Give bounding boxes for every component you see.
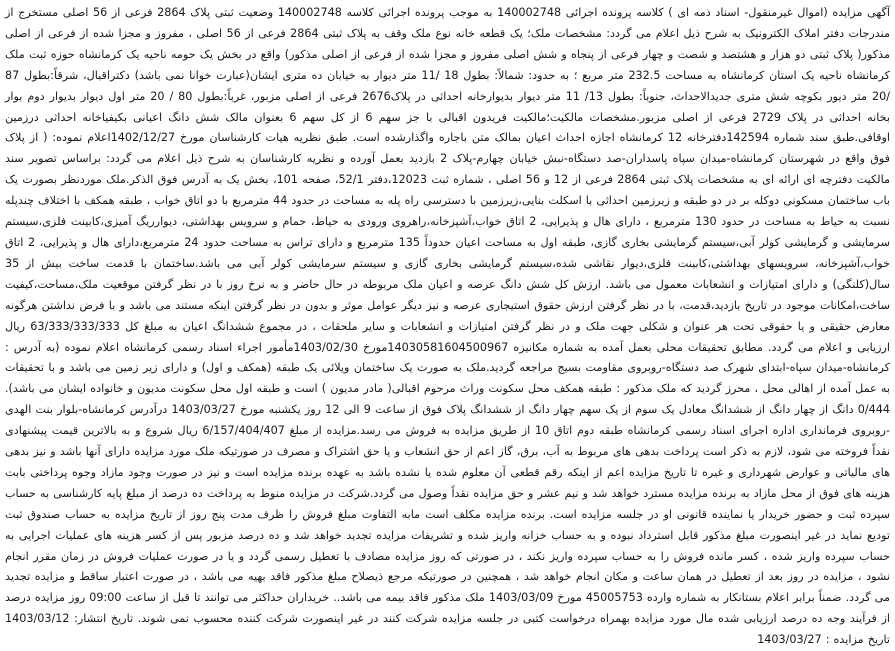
auction-notice-text: آگهی مزایده (اموال غیرمنقول- اسناد ذمه ای ) کلاسه پرونده اجرائی 140002748 به موجب پرونده اجرائی کلاسه 140002748 وضعیت ثبتی پلاک 2864 فرعی از 56 اصلی مستخرج از مندرجات دفتر املاک الکترونیک به شرح ذیل اعلام می گردد: مشخصات ملک؛ یک قطعه خانه نوع ملک وقف به پلاک ثبتی 2864 فرعی از 56 اصلی ، مفروز و مجزا شده از فرعی از اصلی مذکور( پلاک ثبتی دو هزار و هشتصد و شصت و چهار فرعی از پنجاه و شش اصلی مفروز و مجزا شده از فرعی از اصلی مذکور) واقع در بخش یک حومه ناحیه یک کرمانشاه حوزه ثبت ملک کرمانشاه ناحیه یک استان کرمانشاه به مساحت 232.5 متر مربع ؛ به حدود: شمالاً: بطول 18 /11 متر دیوار به خیابان ده متری ایشان(عبارت خوانا نمی باشد) دکتراقبال، شرقاً:بطول 87 /20 متر دیور بکوچه شش متری جدیدالاحداث، جنوباً: بطول 13/ 11 متر دیوار بدیوارخانه احداثی در پلاک2676 فرعی از اصلی مزبور، غرباً:بطول 80 / 20 متر اول دیوار بدیوار دوم بوار بخانه احداثی در پلاک 2729 فرعی از اصلی مزبور.مشخصات مالکیت؛مالکیت فریدون اقبالی با جز سهم 6 از کل سهم 6 بعنوان مالک شش دانگ اعیانی بکیفیاخانه احداثی درزمین اوقافی.طبق سند شماره 142594دفترخانه 12 کرمانشاه اجازه احداث اعیان بمالک متن باجاره واگذارشده است. طبق نظریه هیات کارشناسان مورخ 1402/12/27اعلام نموده: ( از پلاک فوق واقع در شهرستان کرمانشاه-میدان سپاه پاسداران-صد دستگاه-نبش خیابان چهارم-پلاک 2 بازدید بعمل آورده و نظریه کارشناسان به شرح ذیل اعلام می گردد: براساس تصویر سند مالکیت دفترچه ای ارائه ای به مشخصات پلاک ثبتی 2864 فرعی از 12 و 56 اصلی ، شماره ثبت 12023،دفتر 52/1، صفحه 101، بخش یک به آدرس فوق الذکر.ملک موردنظر بصورت یک باب ساختمان مسکونی دوکله بر در دو طبقه و زیرزمین احداثی با اسکلت بنایی،زیرزمین با دسترسی راه پله به مساحت در حدود 44 مترمربع با دو اتاق خواب ، طبقه همکف با اختلاف چندپله نسبت به حیاط به مساحت در حدود 130 مترمربع ، دارای هال و پذیرایی، 2 اتاق خواب،آشپزخانه،راهروی ورودی به حیاط، حمام و سرویس بهداشتی، دیوارریگ آمیزی،کابینت فلزی،سیستم سرمایشی و گرمایشی کولر آبی،سیستم گرمایشی بخاری گازی، طبقه اول به مساحت اعیان حدوداً 135 مترمربع و دارای تراس به مساحت حدود 24 مترمربع،دارای هال و پذیرایی، 2 اتاق خواب،آشپزخانه، سرویسهای بهداشتی،کابینت فلزی،دیوار نقاشی شده،سیستم گرمایشی بخاری گازی و سیستم سرمایشی کولر آبی می باشد.ساختمان با قدمت ساخت بیش از 35 سال(کلنگی) و دارای امتیازات و انشعابات معمول می باشد. ارزش کل شش دانگ عرصه و اعیان ملک مربوطه در حال حاضر و به نرخ روز با در نظر گرفتن موقعیت ملک،مساحت،کیفیت ساخت،امکانات موجود در تاریخ بازدید،قدمت، با در نظر گرفتن ارزش حقوق استیجاری عرصه و نیز دیگر عوامل موثر و بدون در نظر گرفتن اینکه مستند می باشد و با فرض نداشتن هرگونه معارض حقیقی و یا حقوقی تحت هر عنوان و شکلی جهت ملک و در نظر گرفتن امتیازات و انشعابات و سایر ملحقات ، در مجموع ششدانگ اعیان به مبلغ کل 63/333/333/333 ریال ارزیابی و اعلام می گردد. مطابق تحقیقات محلی بعمل آمده به شماره مکانیزه 14030581604500967مورخ 1403/02/30مأمور اجراء اسناد رسمی کرمانشاه اعلام نموده (به آدرس : کرمانشاه-میدان سپاه-ابتدای شهرک صد دستگاه-روبروی مقاومت بسیج مراجعه گردید.ملک به صورت یک ساختمان ویلائی یک طبقه (همکف و اول) و دارای زیر زمین می باشد و با تحقیقات به عمل آمده از اهالی محل ، محرز گردید که ملک مذکور : طبقه همکف محل سکونت وراث مرحوم اقبالی( مادر مدیون ) است و طبقه اول محل سکونت مدیون و خانواده ایشان می باشد). 0/444 دانگ از چهار دانگ از ششدانگ معادل یک سوم از یک سهم چهار دانگ از ششدانگ پلاک فوق از ساعت 9 الی 12 روز یکشنبه مورخ 1403/03/27 درآدرس کرمانشاه-بلوار بنت الهدی -روبروی فرمانداری اداره اجرای اسناد رسمی کرمانشاه طبقه دوم اتاق 10 از طریق مزایده به فروش می رسد.مزایده از مبلغ 6/157/404/407 ریال شروع و به بالاترین قیمت پیشنهادی نقداً فروخته می شود، لازم به ذکر است پرداخت بدهی های مربوط به آب، برق، گاز اعم از حق انشعاب و یا حق اشتراک و مصرف در صورتیکه ملک مورد مزایده دارای آنها باشد و نیز بدهی های مالیاتی و عوارض شهرداری و غیره تا تاریخ مزایده اعم از اینکه رقم قطعی آن معلوم شده یا نشده باشد به عهده برنده مزایده است و نیز در صورت وجود مازاد وجوه پرداختی بابت هزینه های فوق از محل مازاد به برنده مزایده مسترد خواهد شد و نیم عشر و حق مزایده نقداً وصول می گردد.شرکت در مزایده منوط به پرداخت ده درصد از مبلغ پایه کارشناسی به حساب سپرده ثبت و حضور خریدار یا نماینده قانونی او در جلسه مزایده است. برنده مزایده مکلف است مابه التفاوت مبلغ فروش را ظرف مدت پنج روز از تاریخ مزایده به حساب صندوق ثبت تودیع نماید در غیر اینصورت مبلغ مذکور قابل استرداد نبوده و به حساب خزانه واریز شده و تشریفات مزایده تجدید خواهد شد و ده درصد مزبور پس از کسر هزینه های عملیات اجرایی به حساب سپرده واریز شده ، کسر مانده فروش را به حساب سپرده واریز نکند ، در صورتی که روز مزایده مصادف با تعطیل رسمی گردد و یا در صورت عملیات فروش در زمان مقرر انجام نشود ، مزایده در روز بعد از تعطیل در همان ساعت و مکان انجام خواهد شد ، همچنین در صورتیکه مرجع ذیصلاح مبلغ مذکور فاقد بهیه می باشد ، در صورت اعتبار ساقط و مزایده تجدید می گردد. ضمناً برابر اعلام بستانکار به شماره وارده 45005753 مورخ 1403/03/09 ملک مذکور فاقد بیمه می باشد.. خریداران حداکثر می توانند تا قبل از ساعت 09:00 روز مزایده درصد از فرآیند وجه ده درصد ارزیابی شده مال مورد مزایده بهمراه درخواست کتبی در جلسه مزایده شرکت کنند در غیر اینصورت شرکت کننده محسوب نمی شوند. تاریخ انتشار: 1403/03/12 تاریخ مزایده : 1403/03/27	[5, 6, 891, 647]
